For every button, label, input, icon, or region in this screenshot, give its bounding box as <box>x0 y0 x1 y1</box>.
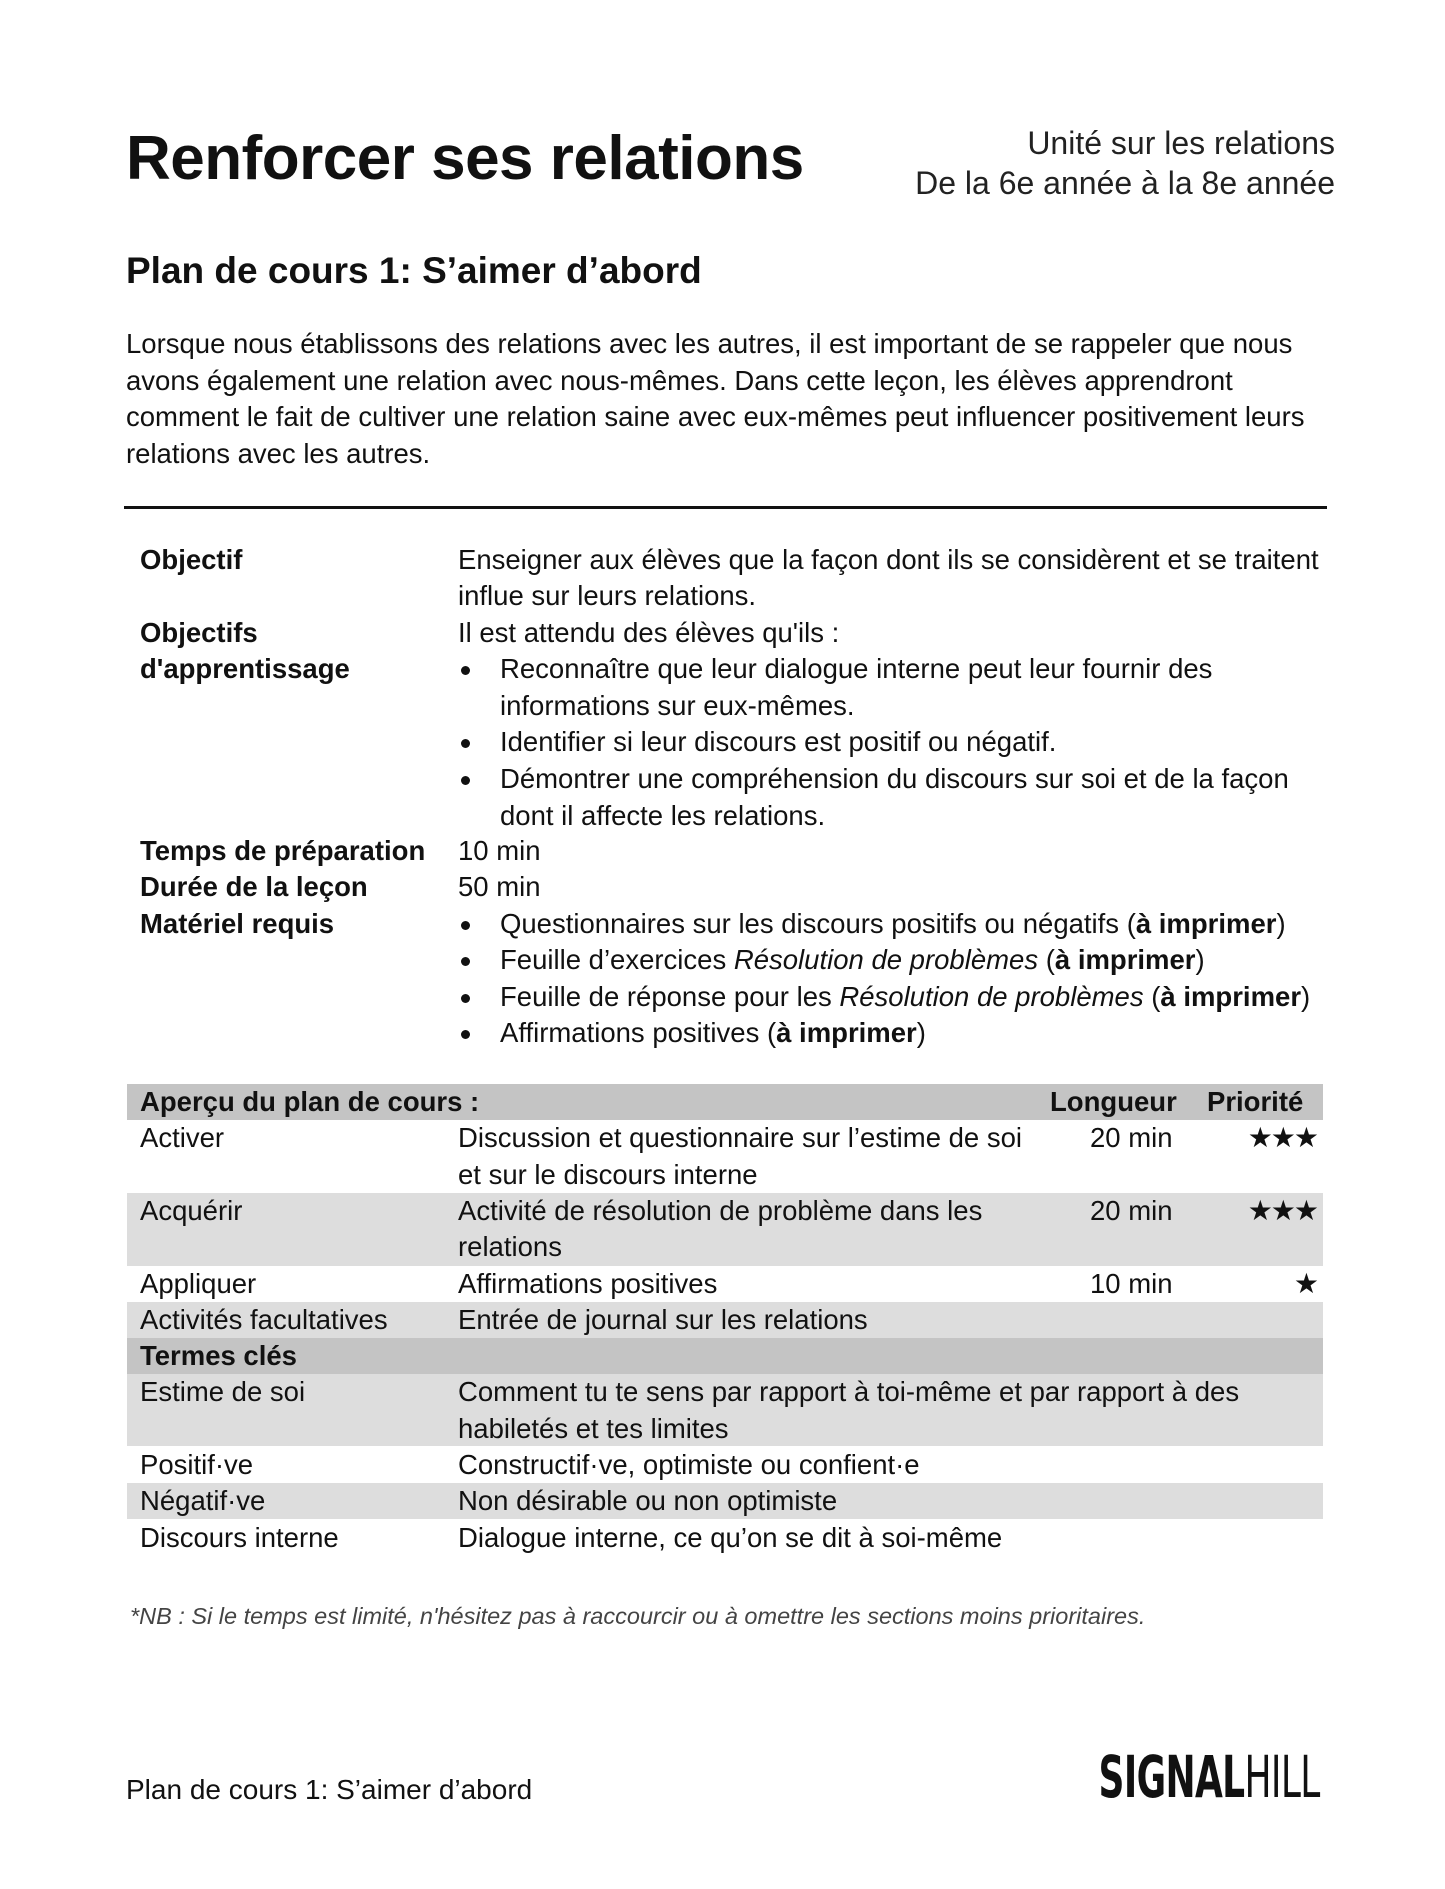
learning-goal-item: Reconnaître que leur dialogue interne peut leur fournir des informations sur eux-mêmes. <box>458 651 1212 724</box>
priority-stars: ★ <box>1293 1268 1317 1299</box>
priority-stars: ★★★ <box>1247 1122 1317 1153</box>
term-definition: habiletés et tes limites <box>458 1413 729 1444</box>
material-item: Questionnaires sur les discours positifs ou négatifs (à imprimer) <box>458 906 1286 943</box>
overview-header: Aperçu du plan de cours : <box>140 1086 480 1117</box>
lesson-title: Plan de cours 1: S’aimer d’abord <box>126 250 702 291</box>
material-item: Feuille de réponse pour les Résolution de problèmes (à imprimer) <box>458 979 1310 1016</box>
terms-header: Termes clés <box>140 1340 297 1371</box>
phase-description: Affirmations positives <box>458 1268 718 1299</box>
phase-description: et sur le discours interne <box>458 1159 758 1190</box>
phase-length: 20 min <box>1090 1122 1173 1153</box>
learning-goals-intro: Il est attendu des élèves qu'ils : <box>458 617 840 648</box>
phase-description: Entrée de journal sur les relations <box>458 1304 868 1335</box>
footnote: *NB : Si le temps est limité, n'hésitez pas à raccourcir ou à omettre les sections moins prioritaires. <box>130 1603 1146 1629</box>
learning-goals-label-1: Objectifs <box>140 617 258 648</box>
material-item: Feuille d’exercices Résolution de problèmes (à imprimer) <box>458 942 1205 979</box>
signalhill-logo: SIGNALHILL <box>1098 1743 1320 1811</box>
footer-lesson-title: Plan de cours 1: S’aimer d’abord <box>126 1774 533 1805</box>
phase-name: Activer <box>140 1122 225 1153</box>
term-name: Estime de soi <box>140 1376 306 1407</box>
priority-column-header: Priorité <box>1207 1086 1304 1117</box>
prep-time-value: 10 min <box>458 835 541 866</box>
prep-time-label: Temps de préparation <box>140 835 426 866</box>
phase-length: 20 min <box>1090 1195 1173 1226</box>
term-definition: Non désirable ou non optimiste <box>458 1485 838 1516</box>
unit-info <box>915 123 1335 203</box>
phase-description: Activité de résolution de problème dans les <box>458 1195 983 1226</box>
term-name: Positif·ve <box>140 1449 254 1480</box>
learning-goals-label-2: d'apprentissage <box>140 653 350 684</box>
phase-description: Discussion et questionnaire sur l’estime de soi <box>458 1122 1023 1153</box>
lesson-duration-label: Durée de la leçon <box>140 871 368 902</box>
length-column-header: Longueur <box>1050 1086 1177 1117</box>
material-item: Affirmations positives (à imprimer) <box>458 1015 926 1052</box>
lesson-intro: Lorsque nous établissons des relations avec les autres, il est important de se rappeler que nous avons également une relation avec nous-mêmes. Dans cette leçon, les élèves apprendront comment le fait de cultiver une relation saine avec eux-mêmes peut influencer positivement leurs relations avec les autres. <box>126 328 1305 469</box>
term-definition: Comment tu te sens par rapport à toi-même et par rapport à des <box>458 1376 1240 1407</box>
objective-line-2: influe sur leurs relations. <box>458 580 757 611</box>
term-definition: Constructif·ve, optimiste ou confient·e <box>458 1449 920 1480</box>
learning-goal-item: Démontrer une compréhension du discours sur soi et de la façon dont il affecte les relations. <box>458 761 1289 834</box>
objective-line-1: Enseigner aux élèves que la façon dont ils se considèrent et se traitent <box>458 544 1319 575</box>
section-divider <box>124 506 1327 509</box>
priority-stars: ★★★ <box>1247 1195 1317 1226</box>
term-name: Négatif·ve <box>140 1485 266 1516</box>
terms-header-row <box>127 1338 1323 1374</box>
lesson-duration-value: 50 min <box>458 871 541 902</box>
phase-name: Acquérir <box>140 1195 243 1226</box>
materials-label: Matériel requis <box>140 908 335 939</box>
phase-name: Activités facultatives <box>140 1304 388 1335</box>
objective-label: Objectif <box>140 544 243 575</box>
main-title: Renforcer ses relations <box>126 124 804 193</box>
learning-goal-item: Identifier si leur discours est positif ou négatif. <box>458 724 1056 761</box>
term-name: Discours interne <box>140 1522 339 1553</box>
phase-description: relations <box>458 1231 562 1262</box>
grade-range: De la 6e année à la 8e année <box>915 165 1335 201</box>
term-definition: Dialogue interne, ce qu’on se dit à soi-même <box>458 1522 1003 1553</box>
unit-name: Unité sur les relations <box>1027 125 1335 161</box>
phase-length: 10 min <box>1090 1268 1173 1299</box>
phase-name: Appliquer <box>140 1268 257 1299</box>
